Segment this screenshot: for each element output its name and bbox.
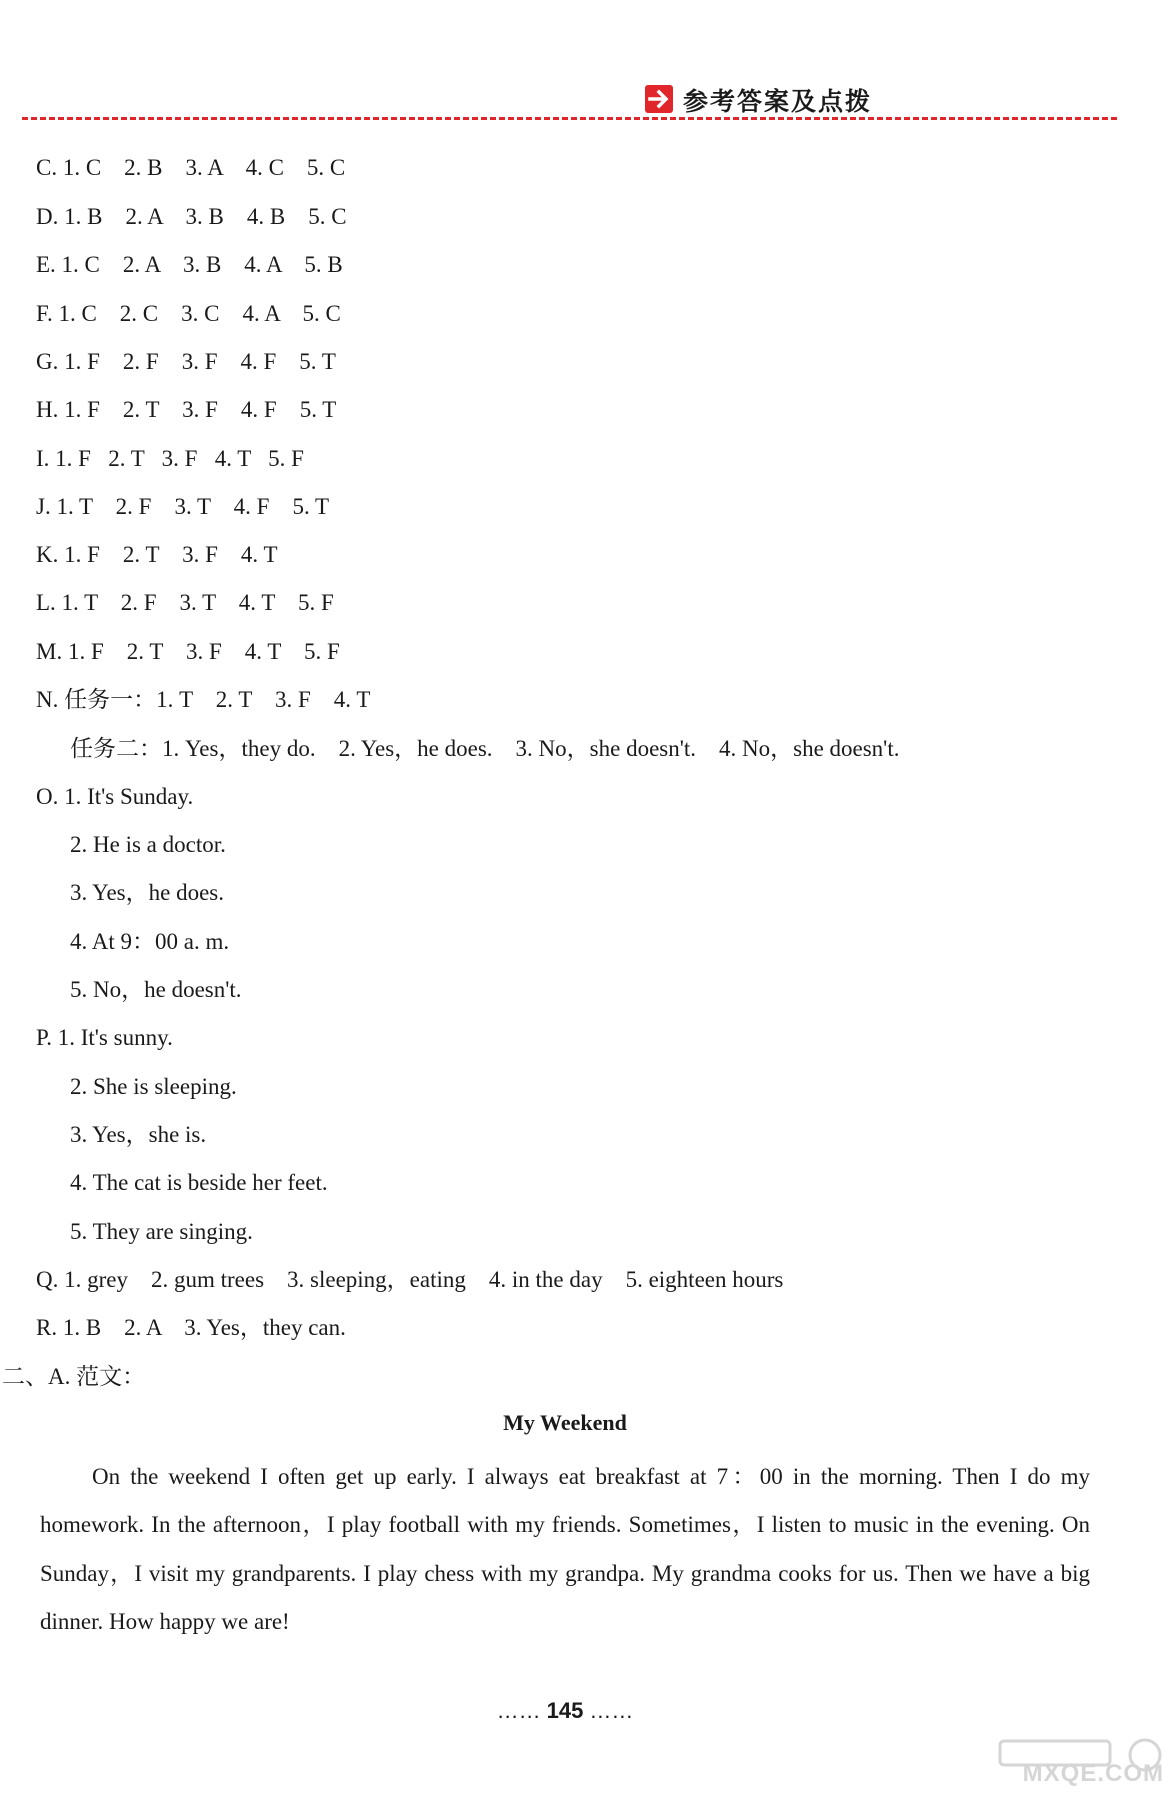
answer-line-o4: 4. At 9：00 a. m. <box>70 929 230 954</box>
answer-line-o1: O. 1. It's Sunday. <box>36 784 194 809</box>
footer-dots-left: …… <box>496 1698 541 1723</box>
page-header <box>0 0 1173 130</box>
footer-dots-right: …… <box>589 1698 634 1723</box>
answer-line-l: L. 1. T 2. F 3. T 4. T 5. F <box>36 590 334 615</box>
answer-line-m: M. 1. F 2. T 3. F 4. T 5. F <box>36 639 340 664</box>
answer-line-p2: 2. She is sleeping. <box>70 1074 237 1099</box>
answer-line-h: H. 1. F 2. T 3. F 4. F 5. T <box>36 397 337 422</box>
answer-line-o5: 5. No，he doesn't. <box>70 977 242 1002</box>
answer-line-k: K. 1. F 2. T 3. F 4. T <box>36 542 278 567</box>
section-two-heading: 二、A. 范文： <box>2 1364 146 1389</box>
answer-line-q: Q. 1. grey 2. gum trees 3. sleeping，eating 4. in the day 5. eighteen hours <box>36 1267 784 1292</box>
answer-line-p5: 5. They are singing. <box>70 1219 253 1244</box>
page-number: 145 <box>546 1698 584 1723</box>
answer-line-g: G. 1. F 2. F 3. F 4. F 5. T <box>36 349 336 374</box>
answer-line-o3: 3. Yes，he does. <box>70 880 224 905</box>
answer-line-n-task2: 任务二：1. Yes，they do. 2. Yes，he does. 3. No，she doesn't. 4. No，she doesn't. <box>70 736 900 761</box>
answer-line-e: E. 1. C 2. A 3. B 4. A 5. B <box>36 252 343 277</box>
arrow-right-icon <box>645 85 673 113</box>
answer-line-p1: P. 1. It's sunny. <box>36 1025 173 1050</box>
answer-line-i: I. 1. F 2. T 3. F 4. T 5. F <box>36 446 304 471</box>
answer-line-d: D. 1. B 2. A 3. B 4. B 5. C <box>36 204 347 229</box>
section-title: 参考答案及点拨 <box>683 87 873 116</box>
page-footer <box>0 1698 1130 1724</box>
answer-line-j: J. 1. T 2. F 3. T 4. F 5. T <box>36 494 330 519</box>
answer-line-n-task1: N. 任务一：1. T 2. T 3. F 4. T <box>36 687 371 712</box>
essay-body: On the weekend I often get up early. I always eat breakfast at 7：00 in the morning. Then I do my homework. In the afternoon，I play football with my friends. Sometimes，I listen to music in the evening. On Sunday，I visit my grandparents. I play chess with my grandpa. My grandma cooks for us. Then we have a big dinner. How happy we are! <box>40 1464 1090 1634</box>
watermark-logo <box>980 1735 1170 1792</box>
header-divider <box>22 117 1117 120</box>
answer-line-f: F. 1. C 2. C 3. C 4. A 5. C <box>36 301 341 326</box>
answer-line-p4: 4. The cat is beside her feet. <box>70 1170 328 1195</box>
answer-line-c: C. 1. C 2. B 3. A 4. C 5. C <box>36 155 346 180</box>
answer-line-r: R. 1. B 2. A 3. Yes，they can. <box>36 1315 346 1340</box>
answer-line-p3: 3. Yes，she is. <box>70 1122 207 1147</box>
answer-line-o2: 2. He is a doctor. <box>70 832 226 857</box>
watermark-text: MXQE.COM <box>1022 1760 1164 1787</box>
essay-title: My Weekend <box>503 1410 627 1435</box>
